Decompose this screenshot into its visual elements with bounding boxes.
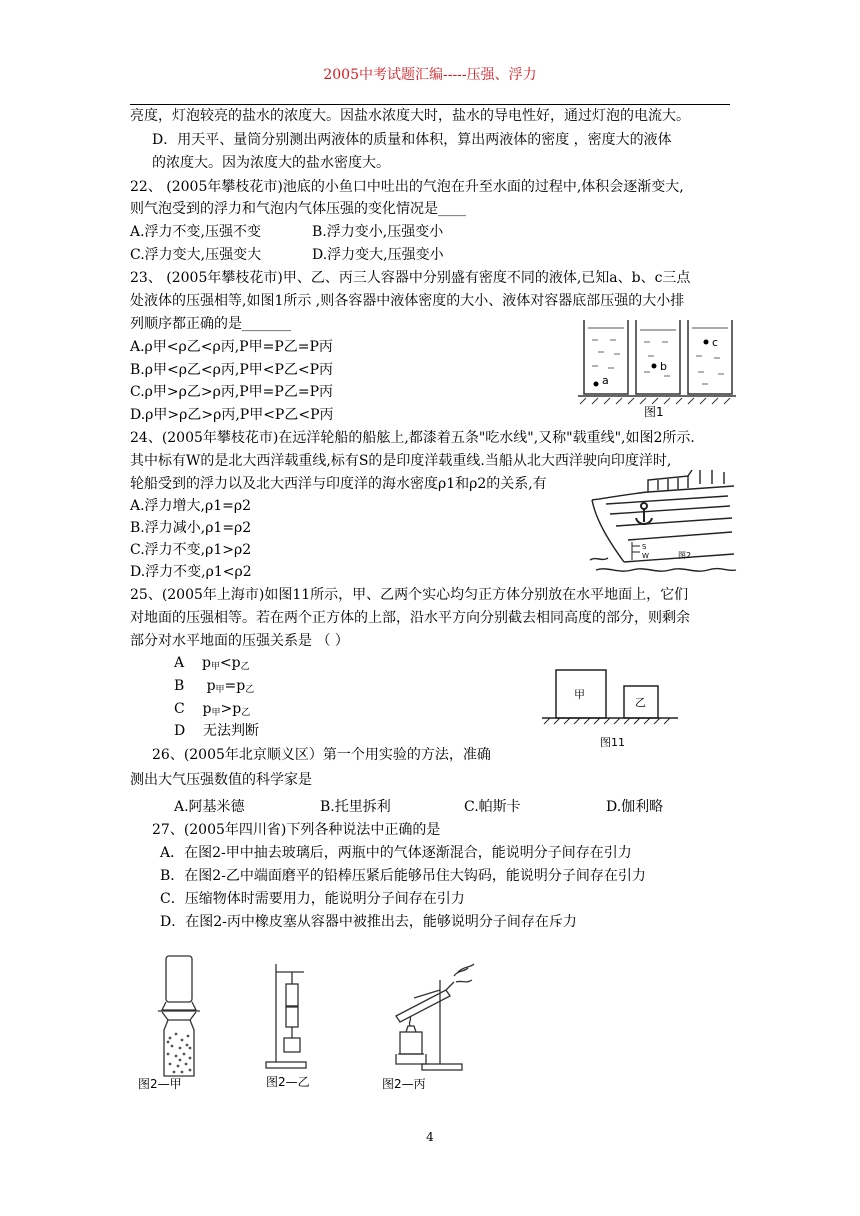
option-letter: D (174, 723, 186, 739)
option-subscript: 乙 (240, 662, 250, 672)
q25-option-c (174, 700, 250, 722)
option-letter: C (174, 701, 185, 717)
q23-option-b: B.ρ甲<ρ乙<ρ丙,P甲<P乙<P丙 (130, 362, 334, 378)
intro-line-3: 的浓度大。因为浓度大的盐水密度大。 (152, 155, 390, 171)
figure-2-jia-caption: 图2—甲 (138, 1077, 182, 1091)
q24-option-a: A.浮力增大,ρ1=ρ2 (130, 498, 252, 514)
intro-line-1: 亮度，灯泡较亮的盐水的浓度大。因盐水浓度大时，盐水的导电性好，通过灯泡的电流大。 (130, 108, 690, 124)
q26-stem-2: 测出大气压强数值的科学家是 (130, 772, 312, 788)
q24-option-c: C.浮力不变,ρ1>ρ2 (130, 542, 252, 558)
q26-option-d: D.伽利略 (606, 799, 664, 815)
q27-option-c: C．压缩物体时需要用力，能说明分子间存在引力 (160, 891, 465, 907)
q24-stem-2: 其中标有W的是北大西洋载重线,标有S的是印度洋载重线.当船从北大西洋驶向印度洋时, (130, 453, 672, 469)
q22-stem-2: 则气泡受到的浮力和气泡内气体压强的变化情况是____ (130, 201, 466, 217)
option-subscript: 乙 (245, 685, 255, 695)
q25-option-d (174, 722, 259, 740)
q26-stem-1: 26、(2005年北京顺义区）第一个用实验的方法，准确 (152, 747, 491, 763)
option-relation: =p (224, 678, 246, 694)
figure-1-point-b: b (660, 360, 667, 373)
q22-option-b: B.浮力变小,压强变小 (312, 224, 444, 240)
q26-option-b: B.托里拆利 (320, 799, 391, 815)
figure-2-ship (588, 470, 738, 578)
figure-2-label-s: S (642, 543, 647, 551)
q27-option-b: B．在图2-乙中端面磨平的铅棒压紧后能够吊住大钩码，能说明分子间存在引力 (160, 868, 646, 884)
option-letter: A (174, 655, 185, 671)
figure-1-containers (578, 312, 736, 422)
option-symbol: p (206, 678, 216, 694)
q25-option-a (174, 654, 250, 676)
figure-2-yi-caption: 图2—乙 (266, 1075, 310, 1089)
q25-stem-3: 部分对水平地面的压强关系是 （ ） (130, 633, 349, 649)
figure-11-label-jia: 甲 (574, 688, 585, 701)
figure-1-point-c: c (712, 336, 719, 349)
q22-option-a: A.浮力不变,压强不变 (130, 224, 262, 240)
figure-2-jia-bottles (132, 948, 222, 1094)
page-header-title: 2005中考试题汇编-----压强、浮力 (323, 67, 537, 83)
q23-stem-3: 列顺序都正确的是_______ (130, 316, 291, 332)
q25-stem-1: 25、(2005年上海市)如图11所示，甲、乙两个实心均匀正方体分别放在水平地面上，它们 (130, 587, 689, 603)
option-letter: B (174, 678, 185, 694)
q26-option-a: A.阿基米德 (174, 799, 245, 815)
q22-option-d: D.浮力变大,压强变小 (312, 247, 444, 263)
q27-option-a: A．在图2-甲中抽去玻璃后，两瓶中的气体逐渐混合，能说明分子间存在引力 (160, 845, 632, 861)
q24-option-b: B.浮力减小,ρ1=ρ2 (130, 520, 252, 536)
figure-1-caption: 图1 (644, 405, 664, 419)
option-subscript: 甲 (215, 685, 225, 695)
figure-2-bing-caption: 图2—丙 (382, 1077, 426, 1091)
q24-option-d: D.浮力不变,ρ1<ρ2 (130, 564, 252, 580)
q25-stem-2: 对地面的压强相等。若在两个正方体的上部，沿水平方向分别截去相同高度的部分，则剩余 (130, 610, 690, 626)
figure-11-caption: 图11 (600, 736, 625, 749)
option-symbol: p (201, 655, 211, 671)
figure-1-point-a: a (602, 374, 609, 387)
page-number: 4 (426, 1130, 434, 1144)
q27-option-d: D．在图2-丙中橡皮塞从容器中被推出去，能够说明分子间存在斥力 (160, 914, 577, 930)
figure-11-cubes (540, 662, 680, 754)
q23-option-c: C.ρ甲>ρ乙>ρ丙,P甲=P乙=P丙 (130, 384, 333, 400)
option-relation: <p (219, 655, 241, 671)
figure-11-label-yi: 乙 (635, 696, 646, 709)
header-rule (130, 104, 730, 105)
q23-stem-1: 23、 (2005年攀枝花市)甲、乙、丙三人容器中分别盛有密度不同的液体,已知a、b、c三点 (130, 270, 691, 286)
q24-stem-3: 轮船受到的浮力以及北大西洋与印度洋的海水密度ρ1和ρ2的关系,有 (130, 476, 547, 492)
q25-option-b (174, 677, 254, 699)
option-subscript: 甲 (210, 662, 220, 672)
q24-stem-1: 24、(2005年攀枝花市)在远洋轮船的船舷上,都漆着五条"吃水线",又称"载重线",如图2所示. (130, 430, 695, 446)
option-subscript: 甲 (211, 708, 221, 718)
option-relation: >p (220, 701, 242, 717)
figure-2-yi-lead-rods (262, 958, 352, 1094)
option-text: 无法判断 (203, 723, 260, 739)
q23-option-d: D.ρ甲>ρ乙>ρ丙,P甲<P乙<P丙 (130, 407, 334, 423)
figure-2-caption: 图2 (678, 551, 692, 560)
q23-stem-2: 处液体的压强相等,如图1所示 ,则各容器中液体密度的大小、液体对容器底部压强的大小排 (130, 293, 685, 309)
q22-option-c: C.浮力变大,压强变大 (130, 247, 262, 263)
q23-option-a: A.ρ甲<ρ乙<ρ丙,P甲=P乙=P丙 (130, 339, 333, 355)
figure-2-bing-test-tube (374, 960, 478, 1094)
intro-line-2: D．用天平、量筒分别测出两液体的质量和体积，算出两液体的密度 ，密度大的液体 (152, 132, 672, 148)
q27-stem: 27、(2005年四川省)下列各种说法中正确的是 (152, 822, 441, 838)
option-symbol: p (202, 701, 212, 717)
q26-option-c: C.帕斯卡 (464, 799, 521, 815)
figure-2-label-w: W (642, 552, 649, 560)
option-subscript: 乙 (241, 708, 251, 718)
q22-stem-1: 22、 (2005年攀枝花市)池底的小鱼口中吐出的气泡在升至水面的过程中,体积会逐渐变大, (130, 179, 684, 195)
